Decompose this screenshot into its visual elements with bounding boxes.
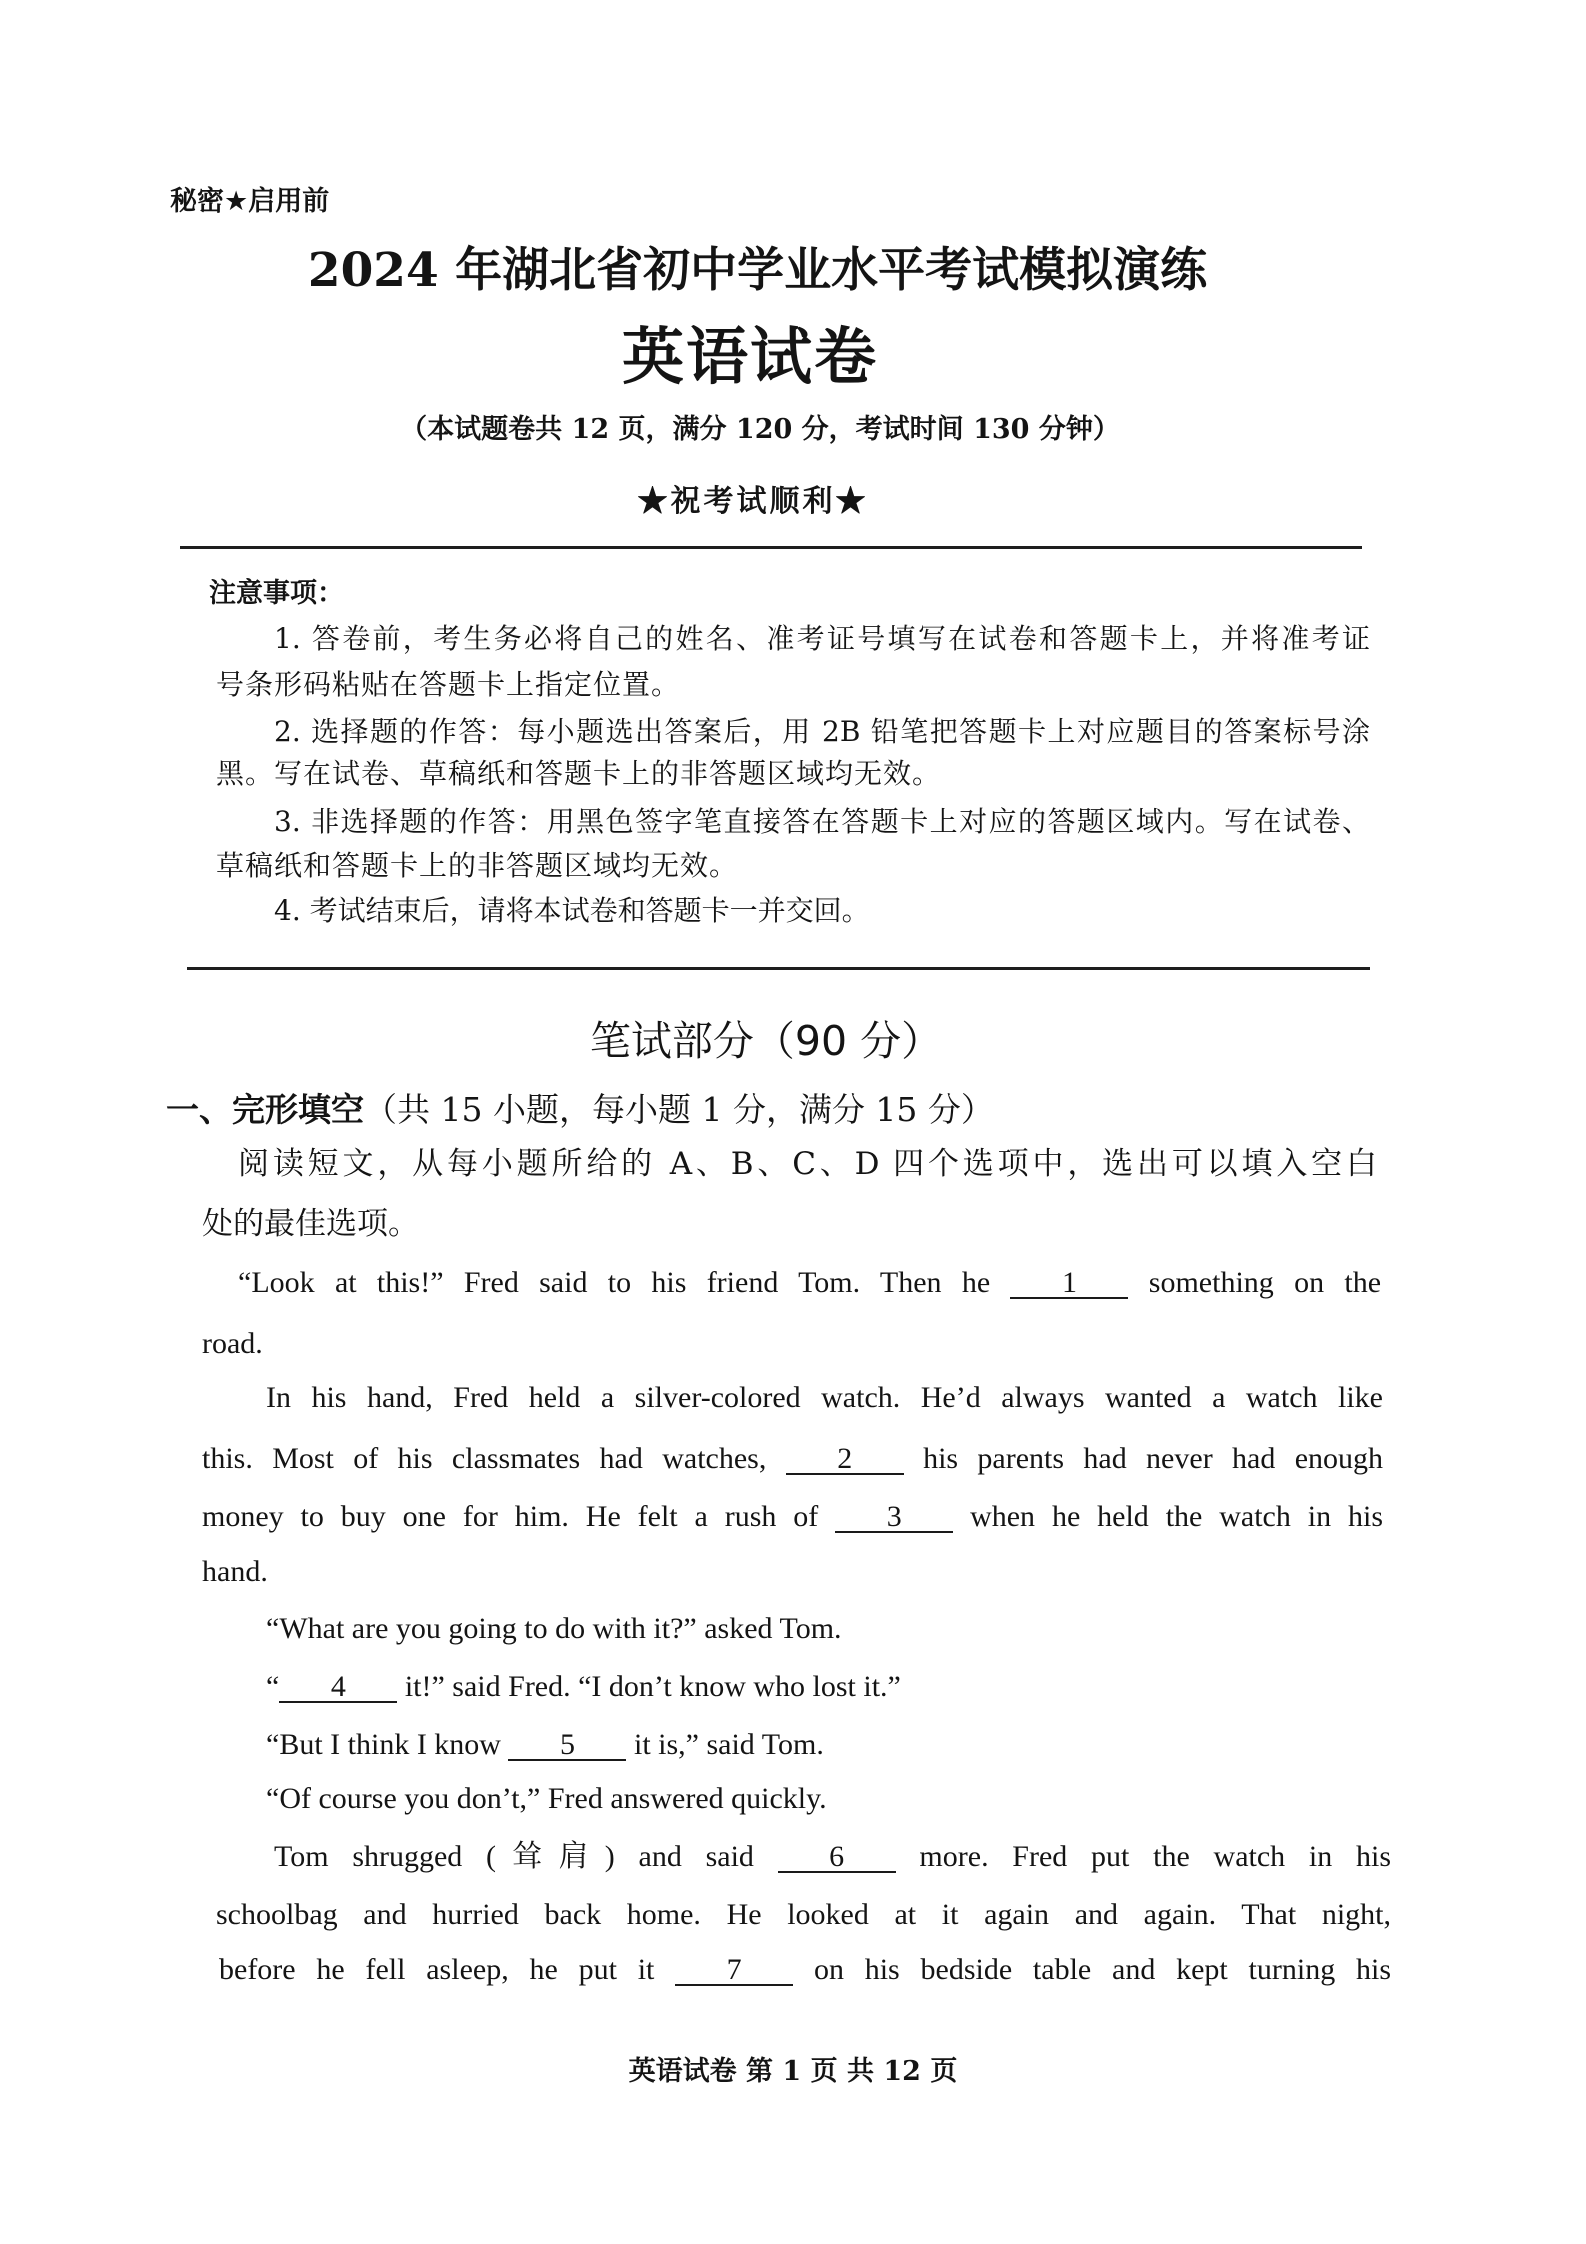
notes-divider	[187, 967, 1370, 970]
passage-text: something on the	[1148, 1266, 1382, 1299]
part-label: 一、完形填空	[166, 1090, 364, 1129]
passage-text: “	[266, 1670, 280, 1703]
confidential-label: 秘密★启用前	[170, 186, 330, 217]
passage-text: more. Fred put the watch in his	[919, 1840, 1392, 1873]
blank-4: 4	[279, 1673, 397, 1703]
note-2-line-2: 黑。写在试卷、草稿纸和答题卡上的非答题区域均无效。	[216, 757, 942, 790]
part-heading	[166, 1090, 994, 1130]
passage-line	[238, 1265, 1381, 1301]
passage-line: hand.	[202, 1555, 268, 1588]
header-divider	[180, 546, 1362, 549]
note-2-line-1: 2. 选择题的作答：每小题选出答案后，用 2B 铅笔把答题卡上对应题目的答案标号涂	[274, 715, 1370, 748]
passage-text: it is,” said Tom.	[633, 1728, 824, 1761]
blank-6: 6	[778, 1843, 896, 1873]
notes-heading: 注意事项：	[209, 578, 344, 609]
note-3-line-1: 3. 非选择题的作答：用黑色签字笔直接答在答题卡上对应的答题区域内。写在试卷、	[274, 805, 1370, 838]
exam-title: 2024 年湖北省初中学业水平考试模拟演练	[307, 243, 1208, 298]
passage-line: schoolbag and hurried back home. He looked at it again and again. That night,	[216, 1898, 1391, 1931]
subject-title: 英语试卷	[621, 320, 878, 393]
passage-line: road.	[202, 1327, 263, 1360]
passage-text: money to buy one for him. He felt a rush of	[202, 1500, 819, 1533]
note-1-line-2: 号条形码粘贴在答题卡上指定位置。	[216, 668, 681, 701]
good-luck-wish: ★祝考试顺利★	[637, 484, 869, 519]
passage-text: “Look at this!” Fred said to his friend Tom. Then he	[238, 1266, 991, 1299]
passage-text: this. Most of his classmates had watches,	[202, 1442, 767, 1475]
passage-text: “But I think I know	[266, 1728, 501, 1761]
blank-1: 1	[1010, 1269, 1128, 1299]
instruction-line-2: 处的最佳选项。	[202, 1206, 419, 1242]
part-info: （共 15 小题，每小题 1 分，满分 15 分）	[364, 1090, 994, 1129]
passage-line	[219, 1952, 1391, 1988]
passage-text: when he held the watch in his	[970, 1500, 1383, 1533]
passage-text: before he fell asleep, he put it	[219, 1953, 655, 1986]
note-1-line-1: 1. 答卷前，考生务必将自己的姓名、准考证号填写在试卷和答题卡上，并将准考证	[274, 622, 1370, 655]
passage-line	[266, 1727, 824, 1763]
section-title: 笔试部分（90 分）	[589, 1017, 943, 1065]
passage-line: “Of course you don’t,” Fred answered quickly.	[266, 1782, 827, 1815]
passage-text: his parents had never had enough	[923, 1442, 1384, 1475]
passage-text: it!” said Fred. “I don’t know who lost it.”	[404, 1670, 901, 1703]
note-3-line-2: 草稿纸和答题卡上的非答题区域均无效。	[216, 849, 739, 882]
passage-line	[266, 1669, 901, 1705]
instruction-line-1: 阅读短文，从每小题所给的 A、B、C、D 四个选项中，选出可以填入空白	[238, 1146, 1377, 1182]
passage-text: on his bedside table and kept turning his	[813, 1953, 1391, 1986]
passage-line: “What are you going to do with it?” asked Tom.	[266, 1612, 842, 1645]
passage-line: In his hand, Fred held a silver-colored watch. He’d always wanted a watch like	[266, 1381, 1383, 1414]
blank-3: 3	[835, 1503, 953, 1533]
passage-line	[202, 1499, 1383, 1535]
blank-5: 5	[508, 1731, 626, 1761]
page-footer: 英语试卷 第 1 页 共 12 页	[628, 2056, 958, 2087]
passage-text: Tom shrugged (耸肩) and said	[274, 1840, 754, 1873]
blank-2: 2	[786, 1445, 904, 1475]
blank-7: 7	[675, 1956, 793, 1986]
passage-line	[202, 1441, 1383, 1477]
note-4-line-1: 4. 考试结束后，请将本试卷和答题卡一并交回。	[274, 894, 870, 927]
exam-info: （本试题卷共 12 页，满分 120 分，考试时间 130 分钟）	[400, 414, 1120, 445]
passage-line	[274, 1839, 1391, 1875]
